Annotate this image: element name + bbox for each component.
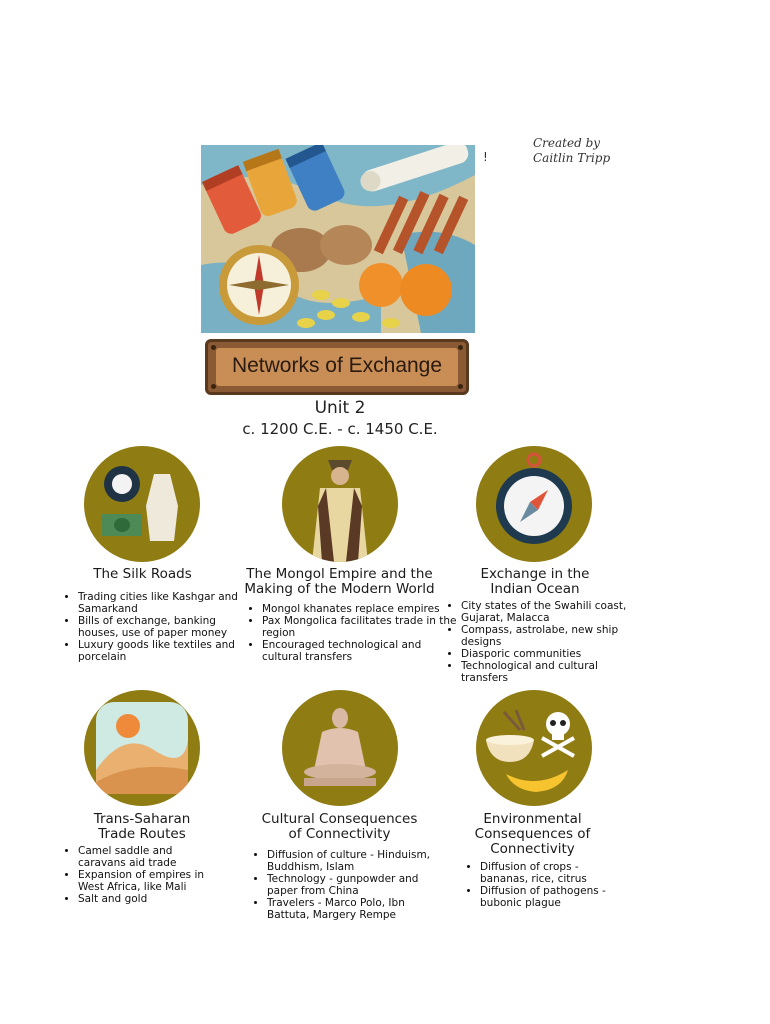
heading-line: Trans-Saharan [93,811,191,827]
heading-line: Making of the Modern World [244,581,435,597]
list-item: • Technology - gunpowder and paper from China [267,873,442,897]
author-credit [533,136,610,166]
list-item: • Camel saddle and caravans aid trade [78,845,218,869]
list-item: • Technological and cultural transfers [461,660,631,684]
title-banner [205,339,469,395]
credit-line-1: Created by [533,136,601,150]
list-item: • City states of the Swahili coast, Gujarat, Malacca [461,600,631,624]
date-range: c. 1200 C.E. - c. 1450 C.E. [242,420,438,438]
page-title: Networks of Exchange [231,354,443,377]
mongol-figure-icon [282,446,398,562]
section-heading-mongol-empire [232,567,447,597]
banner-rivet [458,345,463,350]
list-item: • Compass, astrolabe, new ship designs [461,624,631,648]
heading-line: of Connectivity [288,826,391,842]
silk-goods-icon [84,446,200,562]
credit-mark: ! [483,150,488,164]
heading-line: Connectivity [490,841,575,857]
heading-line: Environmental [483,811,582,827]
banner-rivet [458,384,463,389]
section-heading-indian-ocean [460,567,610,597]
list-item: • Diffusion of crops - bananas, rice, citrus [480,861,630,885]
crops-skull-icon [476,690,592,806]
list-item: • Luxury goods like textiles and porcelain [78,639,238,663]
environmental-consequences-list [466,861,630,909]
section-heading-cultural-consequences [252,812,427,842]
list-item: • Diffusion of culture - Hinduism, Buddhism, Islam [267,849,442,873]
heading-line: Indian Ocean [490,581,580,597]
trade-goods-image [201,145,475,333]
heading-line: Consequences of [474,826,591,842]
heading-line: The Silk Roads [93,566,192,582]
section-heading-silk-roads [60,567,225,582]
unit-label: Unit 2 [314,398,366,418]
desert-sun-icon [84,690,200,806]
heading-line: Cultural Consequences [261,811,418,827]
buddha-statue-icon [282,690,398,806]
list-item: • Trading cities like Kashgar and Samarkand [78,591,238,615]
heading-line: Trade Routes [98,826,186,842]
section-heading-trans-saharan [72,812,212,842]
credit-line-2: Caitlin Tripp [533,151,611,165]
compass-icon [476,446,592,562]
list-item: • Expansion of empires in West Africa, like Mali [78,869,218,893]
list-item: • Diffusion of pathogens - bubonic plague [480,885,630,909]
list-item: • Encouraged technological and cultural transfers [262,639,457,663]
mongol-empire-list [248,603,457,663]
silk-roads-list [64,591,238,663]
list-item: • Pax Mongolica facilitates trade in the region [262,615,457,639]
banner-rivet [211,384,216,389]
trade-goods-illustration [201,145,475,333]
indian-ocean-list [447,600,631,684]
trans-saharan-list [64,845,218,905]
list-item: • Travelers - Marco Polo, Ibn Battuta, Margery Rempe [267,897,442,921]
list-item: • Bills of exchange, banking houses, use of paper money [78,615,238,639]
heading-line: Exchange in the [480,566,590,582]
list-item: • Mongol khanates replace empires [262,603,457,615]
list-item: • Salt and gold [78,893,218,905]
banner-rivet [211,345,216,350]
list-item: • Diasporic communities [461,648,631,660]
heading-line: The Mongol Empire and the [246,566,433,582]
section-heading-environmental-consequences [460,812,605,857]
cultural-consequences-list [253,849,442,921]
